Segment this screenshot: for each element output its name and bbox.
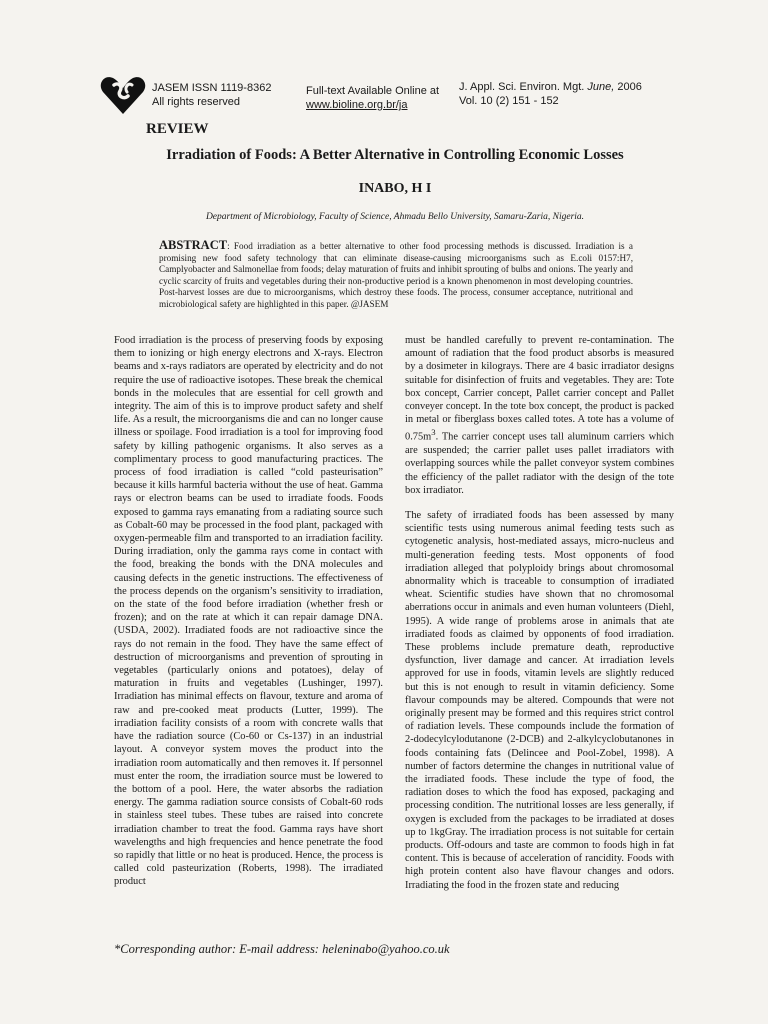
abstract [159,240,633,311]
citation-block [459,80,642,108]
author-name: INABO, H I [358,181,432,196]
citation-year: 2006 [617,81,642,93]
fulltext-block [306,84,439,112]
superscript: 3 [431,427,436,438]
abstract-text: : Food irradiation as a better alternative to other food processing methods is discussed. Irradiation is a promising new food safety technology that can eliminate disease-causing microorganisms such as E.coli 0157:H7, Camplyobacter and Salmonellae from foods; delay maturation of fruits and inhibit sprouting of bulbs and onions. The yearly and cyclic scarcity of fruits and vegetables during their non-productive period is a known phenomenon in most developing countries. Post-harvest losses are due to microorganisms, which destroy these foods. The process, consumer acceptance, nutritional and microbiological safety are highlighted in this paper. @JASEM [159,241,633,309]
citation-month: June, [587,81,615,93]
abstract-heading: ABSTRACT [159,238,228,252]
citation-prefix: J. Appl. Sci. Environ. Mgt. [459,81,585,93]
journal-issn: JASEM ISSN 1119-8362 [152,82,272,94]
journal-issn-block [152,81,271,109]
paragraph-text: must be handled carefully to prevent re-contamination. The amount of radiation that the food product absorbs is measured by a dosimeter in kilograys. There are 4 basic irradiator designs suitable for disinfection of fruits and vegetables. They are: Tote box concept, Carrier concept, Pallet carrier concept and Pallet conveyer concept. In the tote box concept, the product is packed in metal or fiberglass boxes called totes. A tote has a volume of 0.75m [405,335,674,443]
journal-url-link[interactable]: www.bioline.org.br/ja [306,99,408,111]
journal-logo [100,72,146,116]
paragraph-text: . The carrier concept uses tall aluminum carriers which are suspended; the carrier pallet uses pallet irradiators with overlapping sources while the pallet conveyor system combines the efficiency of the pallet radiator with the design of the tote box irradiator. [405,431,674,496]
fulltext-label: Full-text Available Online at [306,85,440,97]
corresponding-author-footnote: *Corresponding author: E-mail address: heleninabo@yahoo.co.uk [114,942,450,956]
volume-info: Vol. 10 (2) 151 - 152 [459,95,559,107]
body-right-column [405,334,674,940]
rights-notice: All rights reserved [152,96,241,108]
body-left-column [114,334,383,940]
body-paragraph [405,334,674,497]
body-paragraph: The safety of irradiated foods has been assessed by many scientific tests using numerous animal feeding tests such as cytogenetic analysis, host-mediated assays, micro-nucleus and multi-generation feeding tests. Most opponents of food irradiation alleged that polyploidy brings about chromosomal abnormality which is traceable to consumption of irradiated wheat. Scientific studies have shown that no chromosomal aberrations occur in animals and even human volunteers (Diehl, 1995). A wide range of problems arose in animals that ate irradiated foods as claimed by opponents of food irradiation. These problems include premature death, reproductive dysfunction, liver damage and cancer. At irradiation levels approved for use in foods, vitamin levels are slightly reduced but this is not enough to result in vitamin deficiency. Some flavour compounds may be altered. Compounds that were not originally present may be formed and this requires strict control of radiation levels. These compounds include the formation of 2-dodecylcylodutanone (2-DCB) and 2-alkylcyclobutanones in foods containing fats (Delincee and Pool-Zobel, 1998). A number of factors determine the changes in nutritional value of the irradiated foods. These include the type of food, the radiation doses to which the food has exposed, packaging and processing condition. The nutritional losses are less generally, if oxygen is excluded from the packages to be irradiated at doses up to 1kgGray. The irradiation process is not suitable for certain products. Off-odours and taste are common to foods high in fat content. This is because of acceleration of rancidity. Foods with high protein content also have flavour changes and odors. Irradiating the food in the frozen state and reducing [405,509,674,891]
citation-line [459,80,642,94]
affiliation: Department of Microbiology, Faculty of Science, Ahmadu Bello University, Samaru-Zaria, Nigeria. [205,212,585,222]
section-label: REVIEW [146,121,209,137]
article-title: Irradiation of Foods: A Better Alternative in Controlling Economic Losses [166,147,624,163]
body-paragraph: Food irradiation is the process of preserving foods by exposing them to ionizing or high energy electrons and X-rays. Electron beams and x-rays radiators are operated by electricity and do not require the use of radioactive isotopes. These break the chemical bonds in the molecules that are essential for cell growth and integrity. The aim of this is to improve product safety and shelf life. As a result, the microorganisms die and can no longer cause illness or spoilage. Food irradiation is a tool for improving food safety by killing pathogenic organisms. It also serves as a complimentary process to good manufacturing practices. The process of food irradiation is called “cold pasteurisation” because it kills harmful bacteria without the use of heat. Gamma rays or electron beams can be used to irradiate foods. Foods exposed to gamma rays emanating from a radiating source such as Cobalt-60 may be processed in the food plant, packaged with oxygen-permeable film and transported to an irradiation facility. During irradiation, only the gamma rays come in contact with the food, breaking the bonds with the DNA molecules and causing defects in the genetic instructions. The effectiveness of the process depends on the organism’s sensitivity to irradiation, on the state of the food before irradiation (whether fresh or frozen); and on the rate at which it can repair damage DNA. (USDA, 2002). Irradiated foods are not radioactive since the rays do not remain in the food. They have the same effect of destruction of microorganisms and prevention of sprouting in vegetables (particularly onions and potatoes), delay of maturation in fruits and vegetables (Lushinger, 1997). Irradiation has minimal effects on flavour, texture and aroma of raw and pre-cooked meat products (Lutter, 1999). The irradiation facility consists of a room with concrete walls that have the radiation source (Co-60 or Cs-137) in an industrial layout. A conveyor system moves the product into the irradiation room automatically and then removes it. If personnel must enter the room, the irradiation source must be lowered to the bottom of a pool. Here, the water absorbs the radiation energy. The gamma radiation source consists of Cobalt-60 rods in stainless steel tubes. These tubes are raised into concrete irradiation chamber to treat the food. Gamma rays have short wavelengths and high frequencies and hence penetrate the food so rapidly that little or no heat is produced. Hence, the process is called cold pasteurization (Roberts, 1998). The irradiated product [114,335,383,888]
